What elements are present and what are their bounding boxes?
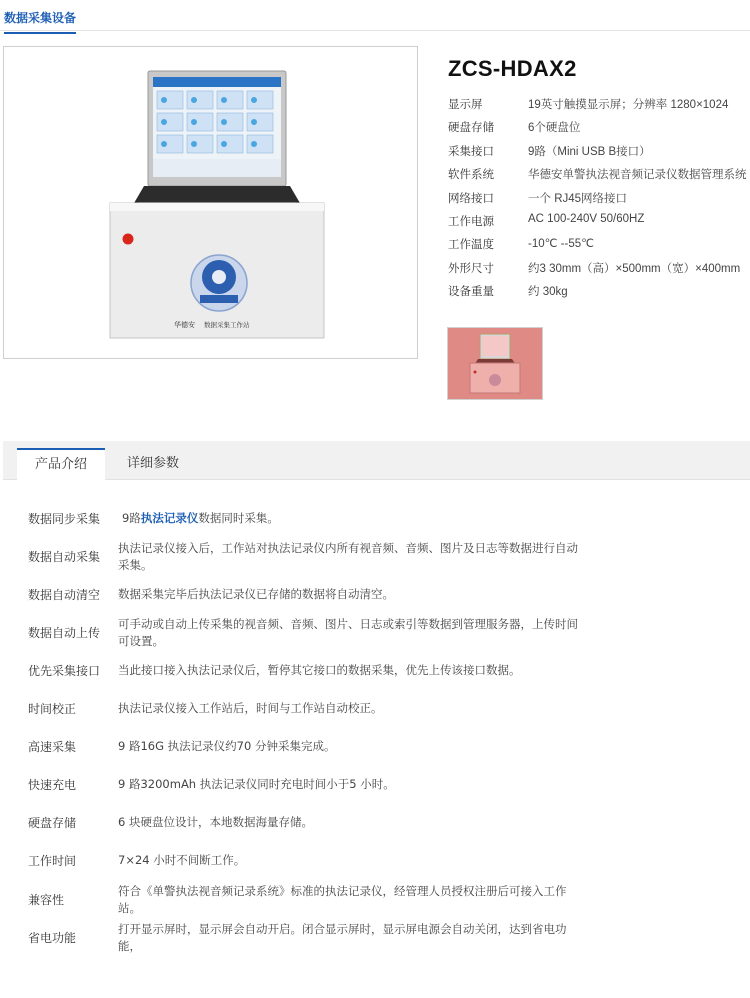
- spec-label: 硬盘存储: [448, 120, 494, 135]
- breadcrumb-category[interactable]: 数据采集设备: [4, 9, 76, 34]
- feature-text: 数据采集完毕后执法记录仪已存储的数据将自动清空。: [118, 587, 394, 601]
- spec-label: 工作温度: [448, 237, 494, 252]
- feature-label: 数据同步采集: [28, 512, 101, 526]
- spec-row: [448, 234, 750, 257]
- tab-detailed-params[interactable]: 详细参数: [126, 456, 179, 471]
- spec-row: [448, 164, 750, 187]
- product-thumbnail[interactable]: [447, 327, 543, 400]
- feature-text-pre: 9路: [122, 511, 141, 525]
- feature-text-post: 数据同时采集。: [198, 511, 279, 525]
- feature-label: 快速充电: [28, 778, 77, 792]
- spec-value: 华德安单警执法视音频记录仪数据管理系统: [528, 169, 747, 182]
- spec-value: 约 30kg: [528, 286, 568, 299]
- feature-label: 省电功能: [28, 931, 77, 945]
- spec-row: [448, 281, 750, 304]
- feature-text: 6 块硬盘位设计，本地数据海量存储。: [118, 815, 313, 829]
- feature-label: 时间校正: [28, 702, 77, 716]
- feature-text: 执法记录仪接入工作站后，时间与工作站自动校正。: [118, 701, 383, 715]
- spec-label: 网络接口: [448, 190, 494, 205]
- detail-tabs: [3, 441, 750, 480]
- spec-row: [448, 258, 750, 281]
- product-model-title: ZCS-HDAX2: [448, 56, 577, 81]
- feature-text: 7×24 小时不间断工作。: [118, 853, 246, 867]
- image-brand-text: 华德安: [174, 321, 195, 329]
- spec-label: 设备重量: [448, 284, 494, 299]
- spec-value: 约3 30mm（高）×500mm（宽）×400mm: [528, 262, 741, 275]
- feature-text: 符合《单警执法视音频记录系统》标准的执法记录仪，经管理人员授权注册后可接入工作站。: [118, 884, 567, 915]
- spec-label: 软件系统: [448, 167, 494, 182]
- feature-label: 兼容性: [28, 893, 65, 907]
- workstation-image: [4, 47, 417, 358]
- spec-label: 采集接口: [448, 143, 494, 158]
- feature-label: 数据自动清空: [28, 588, 101, 602]
- feature-label: 数据自动上传: [28, 626, 101, 640]
- feature-label: 高速采集: [28, 740, 77, 754]
- spec-value: 19英寸触摸显示屏；分辨率 1280×1024: [528, 99, 729, 111]
- feature-label: 工作时间: [28, 854, 77, 868]
- spec-value: 一个 RJ45网络接口: [528, 192, 628, 205]
- spec-row: [448, 141, 750, 164]
- spec-label: 外形尺寸: [448, 260, 494, 275]
- spec-value: 9路（Mini USB B接口）: [528, 145, 651, 158]
- feature-text: 9 路16G 执法记录仪约70 分钟采集完成。: [118, 739, 336, 753]
- tab-product-intro[interactable]: 产品介绍: [17, 448, 105, 480]
- feature-text: 可手动或自动上传采集的视音频、音频、图片、日志或索引等数据到管理服务器，上传时间可设置。: [118, 617, 578, 648]
- recorder-link[interactable]: 执法记录仪: [140, 511, 199, 525]
- spec-row: [448, 211, 750, 234]
- spec-row: [448, 117, 750, 140]
- spec-value: -10℃ --55℃: [528, 238, 595, 251]
- spec-list: [448, 94, 750, 305]
- spec-value: AC 100-240V 50/60HZ: [528, 212, 645, 225]
- product-photo: [3, 46, 418, 359]
- feature-label: 数据自动采集: [28, 550, 101, 564]
- spec-value: 6个硬盘位: [528, 122, 581, 135]
- feature-text: [122, 510, 592, 527]
- spec-row: [448, 94, 750, 117]
- top-nav: [0, 0, 750, 31]
- image-caption-text: 数据采集工作站: [204, 321, 250, 329]
- feature-text: 当此接口接入执法记录仪后，暂停其它接口的数据采集，优先上传该接口数据。: [118, 663, 521, 677]
- feature-text: 打开显示屏时，显示屏会自动开启。闭合显示屏时，显示屏电源会自动关闭，达到省电功能，: [118, 922, 567, 953]
- thumbnail-image: [448, 328, 542, 399]
- feature-text: 执法记录仪接入后，工作站对执法记录仪内所有视音频、音频、图片及日志等数据进行自动采集。: [118, 541, 578, 572]
- feature-label: 优先采集接口: [28, 664, 101, 678]
- spec-label: 工作电源: [448, 213, 494, 228]
- spec-label: 显示屏: [448, 97, 483, 111]
- feature-text: 9 路3200mAh 执法记录仪同时充电时间小于5 小时。: [118, 777, 395, 791]
- feature-label: 硬盘存储: [28, 816, 77, 830]
- spec-row: [448, 188, 750, 211]
